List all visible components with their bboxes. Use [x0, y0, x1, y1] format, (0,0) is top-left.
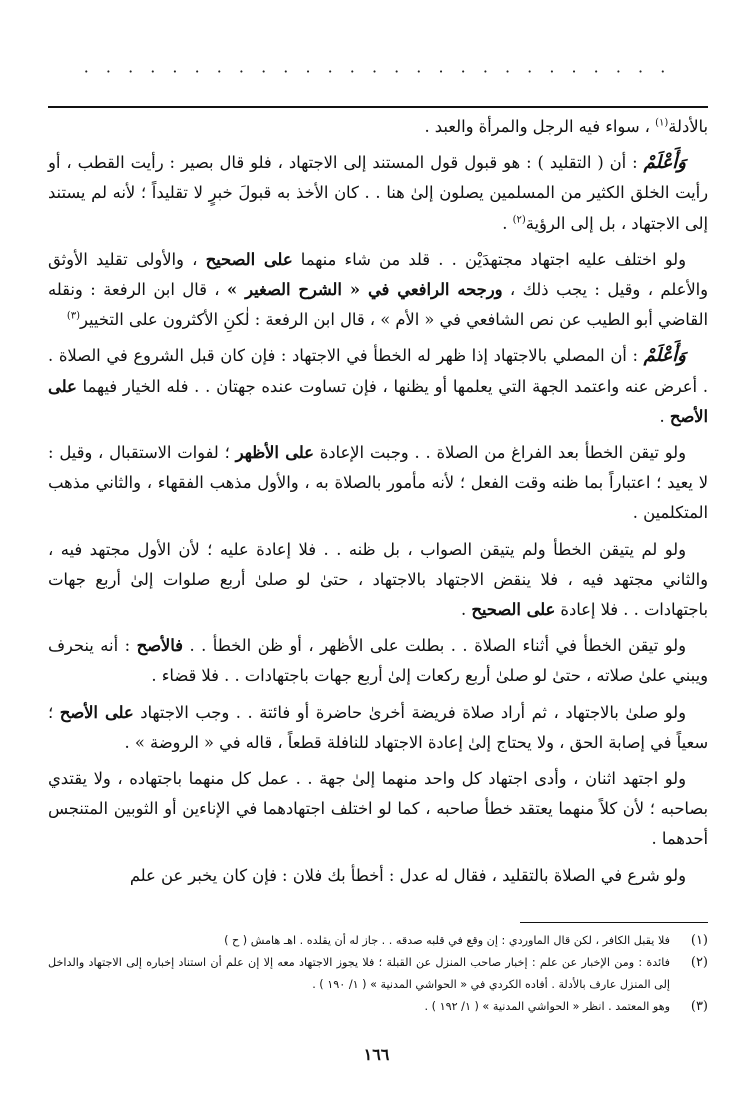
footnote-text: فلا يقبل الكافر ، لكن قال الماوردي : إن وقع في قلبه صدقه . . جاز له أن يقلده . اهـ هامش ( ح ) [224, 934, 670, 947]
section-marker: وَأَعْلَمْ [643, 345, 686, 367]
bold-term: فالأصح [136, 636, 183, 656]
bold-term: على الأظهر [235, 443, 314, 463]
text-segment: ولو تيقن الخطأ في أثناء الصلاة . . بطلت على الأظهر ، أو ظن الخطأ . . [182, 636, 686, 656]
text-segment: ، قال ابن الرفعة : ونقله القاضي أبو الطيب عن نص الشافعي في « الأم » ، قال ابن الرفعة : لٰكنِ الأكثرون على التخيير [48, 280, 708, 330]
footnote-rule [520, 922, 708, 923]
footnote-ref[interactable]: (١) [655, 117, 669, 129]
text-segment: : أنه ينحرف ويبني علىٰ صلاته ، حتىٰ لو صلىٰ أربع ركعات إلىٰ أربع جهات باجتهادات . . فلا قضاء . [48, 636, 708, 686]
paragraph [48, 861, 708, 891]
section-marker: وَأَعْلَمْ [643, 152, 686, 174]
footnote-text: وهو المعتمد . انظر « الحواشي المدنية » ( ١/ ١٩٢ ) . [424, 1000, 670, 1013]
text-segment: . [461, 600, 472, 620]
footnote-ref[interactable]: (٢) [512, 214, 526, 226]
text-segment: ؛ سعياً في إصابة الحق ، ولا يحتاج إلىٰ إعادة الاجتهاد للنافلة قطعاً ، قاله في « الروضة » . [48, 702, 708, 752]
footnote [48, 996, 708, 1018]
text-segment: ، والأولى تقليد الأوثق والأعلم ، وقيل : يجب ذلك ، [48, 249, 709, 300]
text-segment: ولو تيقن الخطأ بعد الفراغ من الصلاة . . وجبت الإعادة [313, 443, 686, 463]
bold-term: على الأصح [48, 376, 708, 426]
footnote-text: فائدة : ومن الإخبار عن علم : إخبار صاحب المنزل عن القبلة ؛ فلا يجوز الاجتهاد معه إلا إن علم أن استناد إخباره إلى الاجتهاد والداخل إلى المنزل عارف بالأدلة . أفاده الكردي في « الحواشي المدنية » ( ١/ ١٩٠ ) . [48, 956, 670, 991]
text-segment: : أن المصلي بالاجتهاد إذا ظهر له الخطأ في الاجتهاد : فإن كان قبل الشروع في الصلاة . . أعرض عنه واعتمد الجهة التي يعلمها أو يظنها ، فإن تساوت عنده جهتان . . فله الخيار فيهما [48, 346, 708, 396]
paragraph [48, 112, 708, 142]
paragraph [48, 698, 708, 758]
bold-term: على الأصح [59, 702, 134, 722]
text-segment: ولو اختلف عليه اجتهاد مجتهدَيْن . . قلد من شاء منهما [292, 249, 686, 269]
body-text [48, 112, 708, 897]
bold-term: على الصحيح [471, 600, 556, 620]
page-number: ١٦٦ [363, 1045, 390, 1064]
paragraph [48, 438, 708, 529]
paragraph [48, 631, 708, 691]
footnotes [48, 930, 708, 1018]
paragraph [48, 245, 708, 336]
text-segment: . [659, 406, 670, 426]
bold-term: على الصحيح [205, 249, 293, 269]
text-segment: ولو اجتهد اثنان ، وأدى اجتهاد كل واحد منهما إلىٰ جهة . . عمل كل منهما باجتهاده ، ولا يقتدي بصاحبه ؛ لأن كلاً منهما يعتقد خطأ صاحبه ، كما لو اختلف اجتهادهما في الإناءين أو الثوبين المتنجس أحدهما . [48, 769, 708, 849]
footnote [48, 952, 708, 996]
bold-term: ورجحه الرافعي في « الشرح الصغير » [227, 280, 503, 300]
text-segment: : أن ( التقليد ) : هو قبول قول المستند إلى الاجتهاد ، فلو قال بصير : رأيت القطب ، أو رأيت الخلق الكثير من المسلمين يصلون إلىٰ هنا . . كان الأخذ به قبولَ خبرٍ لا تقليداً ؛ لأنه لم يستند إلى الاجتهاد ، بل إلى الرؤية [48, 153, 708, 233]
text-segment: ولو لم يتيقن الخطأ ولم يتيقن الصواب ، بل ظنه . . فلا إعادة عليه ؛ لأن الأول مجتهد فيه ، والثاني مجتهد فيه ، فلا ينقض الاجتهاد بالاجتهاد ، حتىٰ لو صلىٰ أربع صلوات إلىٰ أربع جهات باجتهادات . . فلا إعادة [48, 539, 708, 620]
text-segment: بالأدلة [668, 117, 708, 136]
paragraph [48, 148, 708, 239]
footnote-number: (١) [690, 933, 708, 948]
footnote [48, 930, 708, 952]
text-segment: . [502, 213, 513, 233]
text-segment: ؛ لفوات الاستقبال ، وقيل : لا يعيد ؛ اعتباراً بما ظنه وقت الفعل ؛ لأنه مأمور بالصلاة به ، والأول مذهب الفقهاء ، والثاني مذهب المتكلمين . [48, 443, 708, 523]
header-dots: · · · · · · · · · · · · · · · · · · · · · · · · · · · [83, 62, 672, 81]
text-segment: ولو صلىٰ بالاجتهاد ، ثم أراد صلاة فريضة أخرىٰ حاضرة أو فائتة . . وجب الاجتهاد [133, 702, 686, 722]
paragraph [48, 764, 708, 855]
footnote-number: (٣) [690, 999, 708, 1014]
paragraph [48, 535, 708, 626]
paragraph [48, 341, 708, 432]
header-rule [48, 106, 708, 108]
text-segment: ، سواء فيه الرجل والمرأة والعبد . [424, 117, 656, 136]
text-segment: ولو شرع في الصلاة بالتقليد ، فقال له عدل : أخطأ بك فلان : فإن كان يخبر عن علم [129, 865, 686, 885]
footnote-number: (٢) [690, 955, 708, 970]
footnote-ref[interactable]: (٣) [66, 310, 81, 322]
